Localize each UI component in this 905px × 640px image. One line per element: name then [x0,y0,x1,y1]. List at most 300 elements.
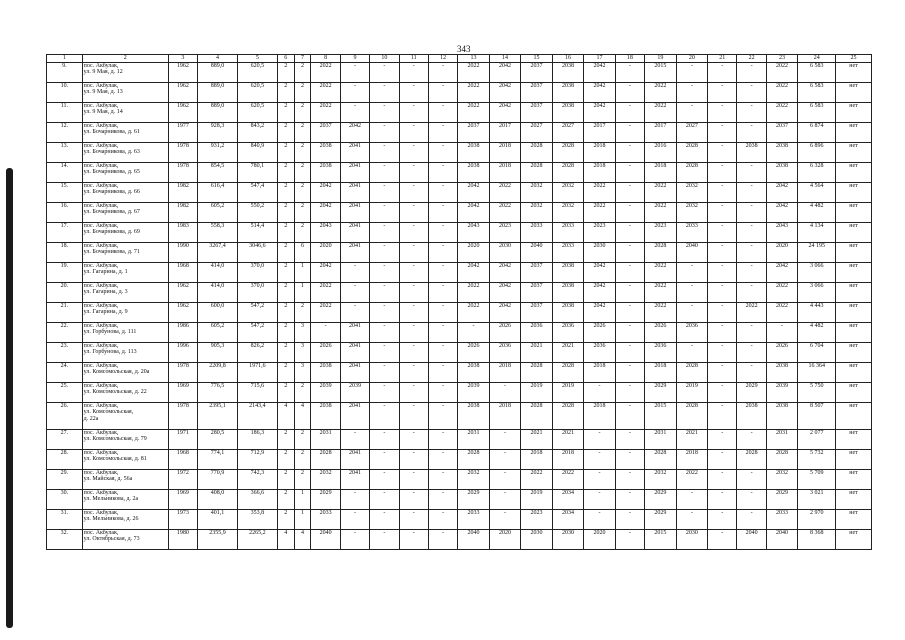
address-line: ул. Мельникова, д. 26 [83,516,139,523]
address-cell [82,343,168,363]
column-number: 24 [798,55,836,63]
data-cell: 2042 [458,203,489,223]
data-cell: - [615,163,644,183]
data-cell: 2 [277,263,294,283]
data-cell: 2033 [552,243,583,263]
data-cell: - [615,363,644,383]
address-line: ул. Комсомольская, [83,409,134,416]
data-cell: 2 [277,343,294,363]
data-cell: 2017 [489,123,520,143]
table-row [47,383,872,403]
data-cell: - [737,343,766,363]
address-cell [82,243,168,263]
data-cell: 2 [277,430,294,450]
data-cell: 2028 [521,143,552,163]
address-line: ул. 9 Мая, д. 12 [83,69,123,76]
data-cell: - [489,383,520,403]
data-cell: - [428,403,457,430]
table-row [47,143,872,163]
data-cell: 2023 [521,510,552,530]
address-line: пос. Акбулак, [83,403,119,409]
data-cell: - [428,143,457,163]
page-number: 343 [457,44,471,54]
address-cell [82,103,168,123]
data-cell: 2 [277,203,294,223]
data-cell: 889,0 [198,83,238,103]
data-cell: 2020 [489,530,520,550]
data-cell: 2 [277,383,294,403]
data-cell: 16 364 [798,363,836,383]
data-cell: - [708,303,737,323]
data-cell: 366,6 [237,490,277,510]
data-cell: 2032 [311,470,340,490]
address-line: ул. Майская, д. 56а [83,476,133,483]
column-number: 21 [708,55,737,63]
data-cell: 547,4 [237,183,277,203]
data-cell: 2022 [766,303,797,323]
data-cell: 4 443 [798,303,836,323]
row-number: 31. [47,510,83,530]
data-cell: 2 [277,123,294,143]
column-number: 9 [340,55,369,63]
data-cell: 1996 [168,343,197,363]
data-cell: - [708,263,737,283]
data-cell: - [370,343,399,363]
data-cell: - [311,323,340,343]
data-cell: - [708,183,737,203]
data-cell: - [737,223,766,243]
row-number: 26. [47,403,83,430]
data-cell: 2042 [489,263,520,283]
data-cell: 2042 [311,183,340,203]
data-cell: - [428,123,457,143]
data-cell: 6 704 [798,343,836,363]
data-cell: - [370,450,399,470]
data-cell: 6 [294,243,311,263]
data-cell: 2038 [766,403,797,430]
data-cell: 2029 [645,490,676,510]
data-cell: - [489,490,520,510]
data-cell: 2042 [584,63,615,83]
address-line: пос. Акбулак, [83,223,119,229]
data-cell: - [428,430,457,450]
data-cell: - [399,183,428,203]
data-cell: 2022 [645,263,676,283]
data-cell: 1 [294,283,311,303]
data-cell: - [615,323,644,343]
data-cell: нет [836,403,872,430]
data-cell: 2030 [521,530,552,550]
data-cell: 4 [277,403,294,430]
data-cell: - [340,83,369,103]
table-row [47,470,872,490]
data-cell: 8 507 [798,403,836,430]
data-cell: 5 732 [798,450,836,470]
data-cell: 600,0 [198,303,238,323]
data-cell: - [615,123,644,143]
data-cell: 1978 [168,363,197,383]
data-cell: 2032 [766,470,797,490]
data-cell: 2028 [521,163,552,183]
address-line: ул. Комсомольская, д. 79 [83,436,147,443]
data-cell: 2029 [311,490,340,510]
data-cell: 2 [294,203,311,223]
data-cell: 2031 [458,430,489,450]
data-cell: 2028 [521,363,552,383]
data-cell: 620,5 [237,83,277,103]
data-cell: 2022 [311,283,340,303]
data-cell: - [370,303,399,323]
data-cell: 2040 [458,530,489,550]
data-cell: 2015 [645,63,676,83]
data-cell: нет [836,303,872,323]
data-cell: 2042 [458,183,489,203]
data-cell: 2028 [458,450,489,470]
data-cell: 2042 [766,263,797,283]
data-cell: - [615,103,644,123]
data-cell: 2020 [311,243,340,263]
address-line: ул. Бочарникова, д. 71 [83,249,140,256]
data-cell: 2019 [676,383,707,403]
address-line: ул. Комсомольская, д. 22 [83,389,147,396]
data-cell: 2018 [676,450,707,470]
address-line: ул. Горбунова, д. 111 [83,329,137,336]
data-cell: 840,9 [237,143,277,163]
data-cell: 2019 [521,490,552,510]
data-cell: 2029 [645,510,676,530]
data-cell: 2037 [521,103,552,123]
data-cell: 2021 [521,430,552,450]
data-cell: - [708,470,737,490]
data-cell: 2031 [766,430,797,450]
data-cell: - [615,203,644,223]
address-cell [82,303,168,323]
data-cell: 2028 [552,403,583,430]
data-cell: 2 [294,303,311,323]
data-cell: 2032 [676,183,707,203]
data-cell: - [370,403,399,430]
data-cell: 2032 [521,203,552,223]
address-cell [82,183,168,203]
data-cell: - [708,223,737,243]
data-cell: 1962 [168,103,197,123]
data-cell: - [399,203,428,223]
data-cell: 931,2 [198,143,238,163]
data-cell: - [370,470,399,490]
data-cell: 2022 [489,203,520,223]
address-cell [82,470,168,490]
data-cell: нет [836,343,872,363]
data-cell: 2029 [766,490,797,510]
data-cell: - [737,103,766,123]
data-cell: 2 [277,243,294,263]
address-line: пос. Акбулак, [83,63,119,69]
data-cell: 2039 [766,383,797,403]
data-cell: 2040 [737,530,766,550]
data-cell: 2039 [311,383,340,403]
address-line: пос. Акбулак, [83,470,119,476]
data-cell: 2038 [737,403,766,430]
column-number: 12 [428,55,457,63]
table-row [47,343,872,363]
data-cell: - [615,223,644,243]
address-cell [82,450,168,470]
data-cell: 2017 [584,123,615,143]
data-cell: 2030 [584,243,615,263]
address-cell [82,63,168,83]
data-cell: 2041 [340,163,369,183]
data-cell: 2 [277,303,294,323]
data-cell: 2027 [676,123,707,143]
data-cell: - [737,510,766,530]
data-cell: - [428,263,457,283]
data-cell: 1982 [168,203,197,223]
data-cell: 6 583 [798,83,836,103]
address-cell [82,263,168,283]
data-cell: - [737,83,766,103]
address-line: ул. 9 Мая, д. 14 [83,109,123,116]
data-cell: - [615,183,644,203]
data-cell: 2022 [458,303,489,323]
data-cell: 2028 [552,143,583,163]
data-cell: - [399,383,428,403]
data-cell: 2043 [311,223,340,243]
address-cell [82,163,168,183]
data-cell: 2031 [645,430,676,450]
data-cell: 24 195 [798,243,836,263]
data-cell: - [766,323,797,343]
data-cell: - [399,163,428,183]
data-cell: 774,1 [198,450,238,470]
data-cell: - [340,530,369,550]
data-cell: - [399,363,428,383]
data-cell: 550,2 [237,203,277,223]
data-cell: 2043 [458,223,489,243]
address-cell [82,203,168,223]
data-cell: 4 [294,530,311,550]
data-cell: 889,0 [198,103,238,123]
data-cell: - [615,383,644,403]
data-cell: 2018 [552,450,583,470]
column-number: 23 [766,55,797,63]
column-number: 18 [615,55,644,63]
data-cell: 2040 [521,243,552,263]
row-number: 23. [47,343,83,363]
data-cell: 2 970 [798,510,836,530]
data-cell: 2022 [645,103,676,123]
data-cell: 2037 [521,63,552,83]
address-line: ул. Бочарникова, д. 61 [83,129,140,136]
address-cell [82,323,168,343]
data-cell: 6 328 [798,163,836,183]
data-cell: 414,0 [198,283,238,303]
data-cell: 2032 [458,470,489,490]
data-cell: 2027 [521,123,552,143]
data-cell: 2028 [521,403,552,430]
row-number: 30. [47,490,83,510]
address-cell [82,123,168,143]
column-number: 5 [237,55,277,63]
data-cell: - [708,103,737,123]
table-row [47,530,872,550]
address-cell [82,283,168,303]
data-cell: 1962 [168,83,197,103]
data-cell: 2015 [645,530,676,550]
data-cell: нет [836,243,872,263]
data-cell: 8 368 [798,530,836,550]
table-row [47,223,872,243]
data-cell: 2042 [766,183,797,203]
data-cell: 1972 [168,470,197,490]
data-cell: - [737,163,766,183]
table-row [47,123,872,143]
data-cell: 616,4 [198,183,238,203]
data-cell: 2042 [489,283,520,303]
data-cell: - [584,450,615,470]
data-cell: 2022 [645,203,676,223]
data-cell: 2033 [458,510,489,530]
data-cell: - [708,63,737,83]
data-cell: 2038 [311,163,340,183]
data-cell: 2018 [521,450,552,470]
data-cell: - [737,490,766,510]
address-cell [82,510,168,530]
data-cell: - [676,343,707,363]
data-cell: - [708,243,737,263]
data-cell: - [370,383,399,403]
address-cell [82,83,168,103]
data-cell: 854,5 [198,163,238,183]
row-number: 16. [47,203,83,223]
data-cell: нет [836,63,872,83]
row-number: 11. [47,103,83,123]
data-cell: 1980 [168,530,197,550]
data-cell: 3 [294,343,311,363]
address-cell [82,403,168,430]
data-cell: - [676,83,707,103]
data-cell: - [708,530,737,550]
data-cell: - [428,83,457,103]
data-cell: 2018 [584,143,615,163]
data-cell: 2033 [521,223,552,243]
data-cell: нет [836,430,872,450]
data-cell: 780,1 [237,163,277,183]
data-cell: 2028 [645,450,676,470]
data-cell: 2026 [645,323,676,343]
data-cell: 2395,1 [198,403,238,430]
row-number: 10. [47,83,83,103]
data-cell: 5 709 [798,470,836,490]
data-cell: - [370,103,399,123]
address-line: пос. Акбулак, [83,323,119,329]
data-cell: 2026 [311,343,340,363]
address-line: пос. Акбулак, [83,83,119,89]
data-cell: - [399,243,428,263]
data-cell: 2042 [766,203,797,223]
data-cell: 715,6 [237,383,277,403]
data-cell: 2 [294,83,311,103]
data-cell: 2036 [645,343,676,363]
data-cell: 889,0 [198,63,238,83]
data-cell: 2038 [458,363,489,383]
data-cell: 2029 [645,383,676,403]
data-cell: - [399,490,428,510]
address-line: ул. Комсомольская, д. 20а [83,369,150,376]
data-cell: 2 077 [798,430,836,450]
data-cell: 2023 [584,223,615,243]
data-cell: 2022 [645,283,676,303]
data-cell: 2036 [489,343,520,363]
data-cell: 2036 [521,323,552,343]
data-cell: - [399,83,428,103]
data-cell: 1 [294,510,311,530]
data-cell: 401,1 [198,510,238,530]
data-cell: 2 [294,430,311,450]
data-cell: - [370,203,399,223]
data-cell: - [428,490,457,510]
address-line: ул. Бочарникова, д. 65 [83,169,140,176]
address-line: ул. Бочарникова, д. 66 [83,189,140,196]
data-cell: 280,5 [198,430,238,450]
data-cell: - [708,123,737,143]
data-cell: - [615,143,644,163]
data-cell: 2039 [458,383,489,403]
data-cell: 2028 [766,450,797,470]
data-cell: 2022 [766,63,797,83]
row-number: 9. [47,63,83,83]
data-cell: 4 [294,403,311,430]
data-cell: - [615,343,644,363]
data-cell: - [737,203,766,223]
data-cell: 370,0 [237,283,277,303]
data-cell: 2015 [645,403,676,430]
address-cell [82,223,168,243]
data-cell: 2019 [552,383,583,403]
table-row [47,403,872,430]
data-cell: нет [836,163,872,183]
data-cell: 2026 [489,323,520,343]
data-cell: 6 874 [798,123,836,143]
column-number: 3 [168,55,197,63]
data-cell: - [340,490,369,510]
data-cell: 2 [294,123,311,143]
data-cell: 2022 [489,183,520,203]
data-cell: 4 482 [798,203,836,223]
data-cell: - [370,490,399,510]
data-cell: 2022 [676,470,707,490]
column-number: 13 [458,55,489,63]
data-cell: - [676,263,707,283]
data-cell: 2036 [552,323,583,343]
data-cell: 2043 [766,223,797,243]
data-cell: 2042 [584,303,615,323]
data-cell: 2028 [552,363,583,383]
data-cell: - [489,430,520,450]
data-cell: - [676,103,707,123]
row-number: 28. [47,450,83,470]
row-number: 21. [47,303,83,323]
data-cell: 2 [277,143,294,163]
data-cell: - [399,530,428,550]
data-cell: 2 [294,63,311,83]
data-cell: 2018 [645,163,676,183]
data-cell: 2032 [552,183,583,203]
data-cell: - [340,430,369,450]
data-cell: - [737,243,766,263]
data-cell: 843,2 [237,123,277,143]
data-cell: 2018 [645,363,676,383]
address-line: ул. Бочарникова, д. 69 [83,229,140,236]
